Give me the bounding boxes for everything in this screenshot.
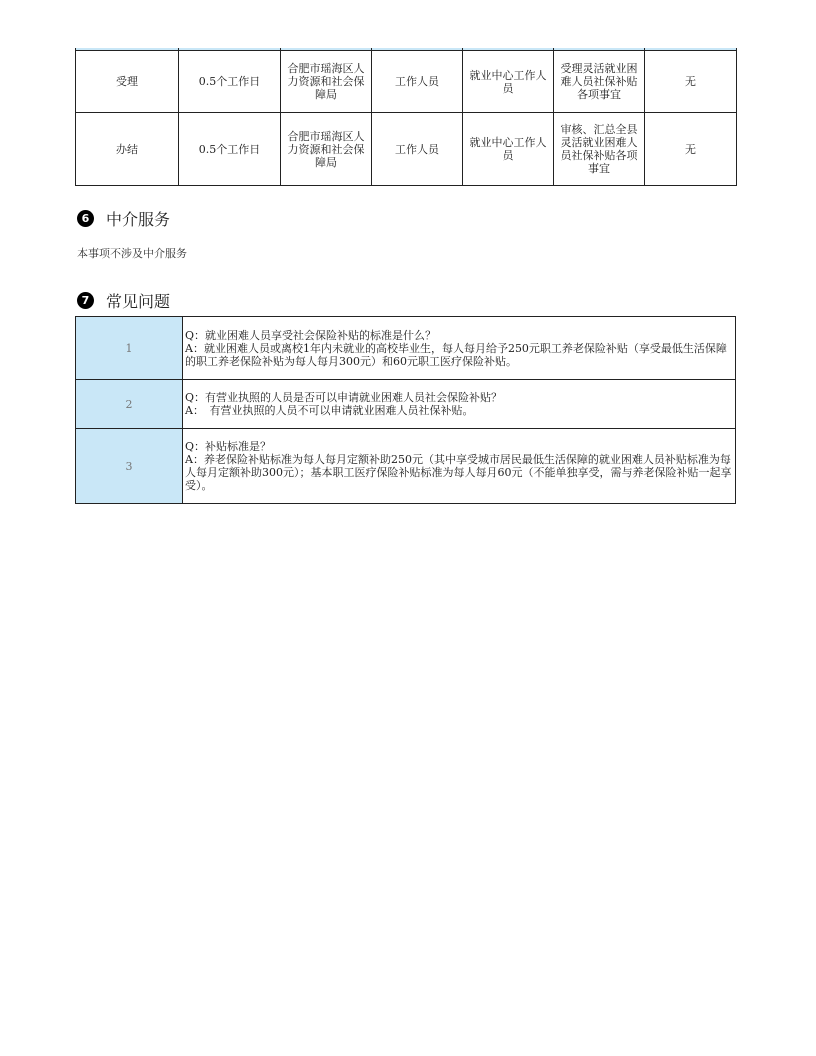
faq-question: Q：就业困难人员享受社会保险补贴的标准是什么？ <box>185 328 437 342</box>
step-cell: 办结 <box>76 113 179 186</box>
intermediary-note: 本事项不涉及中介服务 <box>77 247 187 260</box>
faq-question: Q：补贴标准是？ <box>185 440 272 453</box>
faq-table <box>75 316 736 504</box>
faq-index: 2 <box>76 380 183 429</box>
faq-answer: A：就业困难人员或离校1年内未就业的高校毕业生，每人每月给予250元职工养老保险补贴（享受最低生活保障的职工养老保险补贴为每人每月300元）和60元职工医疗保险补贴。 <box>185 341 727 368</box>
faq-answer: A： 有营业执照的人员不可以申请就业困难人员社保补贴。 <box>185 404 474 417</box>
section-heading-intermediary <box>77 207 170 230</box>
handler-cell: 就业中心工作人员 <box>463 113 554 186</box>
circled-number-6-icon: 6 <box>77 210 94 227</box>
staff-cell: 工作人员 <box>372 51 463 113</box>
dept-cell: 合肥市瑶海区人力资源和社会保障局 <box>281 51 372 113</box>
step-cell: 受理 <box>76 51 179 113</box>
faq-index: 3 <box>76 429 183 504</box>
faq-index: 1 <box>76 317 183 380</box>
faq-content <box>183 317 736 380</box>
faq-row <box>76 380 736 429</box>
section-title: 常见问题 <box>106 292 171 311</box>
note-cell: 无 <box>645 51 737 113</box>
handler-cell: 就业中心工作人员 <box>463 51 554 113</box>
time-cell: 0.5个工作日 <box>179 113 281 186</box>
staff-cell: 工作人员 <box>372 113 463 186</box>
faq-content <box>183 380 736 429</box>
dept-cell: 合肥市瑶海区人力资源和社会保障局 <box>281 113 372 186</box>
process-table <box>75 48 737 186</box>
note-cell: 无 <box>645 113 737 186</box>
time-cell: 0.5个工作日 <box>179 51 281 113</box>
faq-question: Q：有营业执照的人员是否可以申请就业困难人员社会保险补贴？ <box>185 391 503 404</box>
faq-row <box>76 429 736 504</box>
content-cell: 审核、汇总全县灵活就业困难人员社保补贴各项事宜 <box>554 113 645 186</box>
circled-number-7-icon: 7 <box>77 292 94 309</box>
faq-row <box>76 317 736 380</box>
content-cell: 受理灵活就业困难人员社保补贴各项事宜 <box>554 51 645 113</box>
section-title: 中介服务 <box>106 210 171 229</box>
faq-content <box>183 429 736 504</box>
section-heading-faq <box>77 289 170 312</box>
table-row <box>76 113 737 186</box>
faq-answer: A：养老保险补贴标准为每人每月定额补助250元（其中享受城市居民最低生活保障的就业困难人员补贴标准为每人每月定额补助300元）；基本职工医疗保险补贴标准为每人每月60元（不能单独享受，需与养老保险补贴一起享受）。 <box>185 453 732 492</box>
table-row <box>76 51 737 113</box>
